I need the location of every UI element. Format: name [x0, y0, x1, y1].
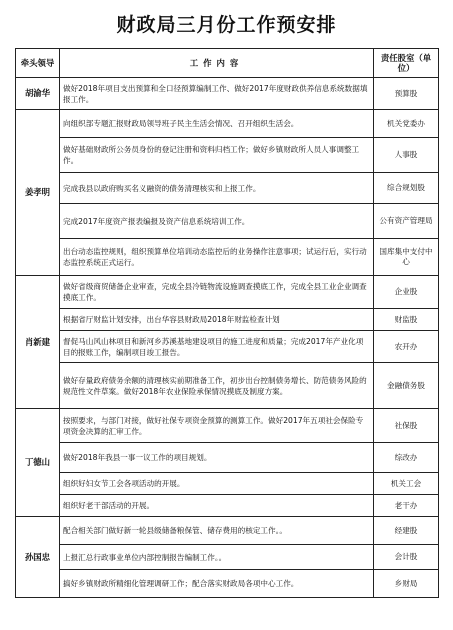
content-cell: 向组织部专题汇报财政局领导班子民主生活会情况、召开组织生活会。 — [60, 110, 374, 138]
table-row — [16, 138, 439, 173]
office-cell: 农开办 — [374, 331, 439, 363]
office-cell: 金融债务股 — [374, 363, 439, 409]
office-cell: 会计股 — [374, 545, 439, 570]
table-row — [16, 570, 439, 598]
leader-cell: 肖新建 — [16, 276, 60, 409]
content-cell: 督促马山风山林项目和新河乡苏溪基地建设项目的施工进度和质量；完成2017年产业化项目的报账工作，编制项目竣工报告。 — [60, 331, 374, 363]
content-cell: 完成我县以政府购买名义融资的债务清理核实和上报工作。 — [60, 173, 374, 204]
table-row — [16, 239, 439, 276]
office-cell: 机关工会 — [374, 473, 439, 495]
office-cell: 预算股 — [374, 78, 439, 110]
header-content: 工作内容 — [60, 49, 374, 78]
table-row — [16, 517, 439, 545]
office-cell: 公有资产管理局 — [374, 204, 439, 239]
header-leader: 牵头领导 — [16, 49, 60, 78]
content-cell: 搞好乡镇财政所精细化管理调研工作；配合落实财政局各项中心工作。 — [60, 570, 374, 598]
content-cell: 做好基础财政所公务员身份的登记注册和资料归档工作；做好乡镇财政所人员人事调整工作。 — [60, 138, 374, 173]
table-row — [16, 409, 439, 443]
office-cell: 社保股 — [374, 409, 439, 443]
content-cell: 组织好妇女节工会各项活动的开展。 — [60, 473, 374, 495]
content-cell: 上报汇总行政事业单位内部控制报告编制工作。。 — [60, 545, 374, 570]
page-title: 财政局三月份工作预安排 — [116, 14, 337, 36]
table-row — [16, 110, 439, 138]
office-cell: 国库集中支付中心 — [374, 239, 439, 276]
office-cell: 经建股 — [374, 517, 439, 545]
content-cell: 做好2018年我县一事一议工作的项目规划。 — [60, 443, 374, 473]
content-cell: 做好省级商贸储备企业审查，完成全县冷链物流设施调查摸底工作，完成全县工业企业调查摸底工作。 — [60, 276, 374, 309]
table-row — [16, 204, 439, 239]
office-cell: 乡财局 — [374, 570, 439, 598]
content-cell: 做好存量政府债务余额的清理核实前期准备工作，初步出台控制债务增长、防范债务风险的规范性文件草案。做好2018年农业保险承保情况摸底及制度方案。 — [60, 363, 374, 409]
content-cell: 完成2017年度资产报表编报及资产信息系统培训工作。 — [60, 204, 374, 239]
office-cell: 企业股 — [374, 276, 439, 309]
table-row — [16, 78, 439, 110]
office-cell: 机关党委办 — [374, 110, 439, 138]
table-row — [16, 443, 439, 473]
content-cell: 根据省厅财监计划安排，出台华容县财政局2018年财监检查计划 — [60, 309, 374, 331]
office-cell: 老干办 — [374, 495, 439, 517]
table-row — [16, 545, 439, 570]
content-cell: 出台动态监控规则，组织预算单位培训动态监控后的业务操作注意事项；试运行后，实行动态监控系统正式运行。 — [60, 239, 374, 276]
leader-cell: 丁德山 — [16, 409, 60, 517]
content-cell: 做好2018年项目支出预算和全口径预算编制工作、做好2017年度财政供养信息系统数据填报工作。 — [60, 78, 374, 110]
leader-cell: 孙国忠 — [16, 517, 60, 598]
leader-cell: 姜孝明 — [16, 110, 60, 276]
leader-cell: 胡渝华 — [16, 78, 60, 110]
office-cell: 综合规划股 — [374, 173, 439, 204]
content-cell: 组织好老干部活动的开展。 — [60, 495, 374, 517]
office-cell: 综改办 — [374, 443, 439, 473]
table-row — [16, 495, 439, 517]
office-cell: 人事股 — [374, 138, 439, 173]
header-office: 责任股室（单位） — [374, 49, 439, 78]
table-row — [16, 473, 439, 495]
table-row — [16, 173, 439, 204]
office-cell: 财监股 — [374, 309, 439, 331]
table-row — [16, 363, 439, 409]
table-row — [16, 276, 439, 309]
table-row — [16, 331, 439, 363]
content-cell: 按照要求，与部门对接，做好社保专项资金预算的测算工作。做好2017年五项社会保险专项资金决算的汇审工作。 — [60, 409, 374, 443]
content-cell: 配合相关部门做好新一轮县级储备粮保管、储存费用的核定工作。。 — [60, 517, 374, 545]
work-schedule-table — [15, 48, 439, 598]
table-row — [16, 309, 439, 331]
